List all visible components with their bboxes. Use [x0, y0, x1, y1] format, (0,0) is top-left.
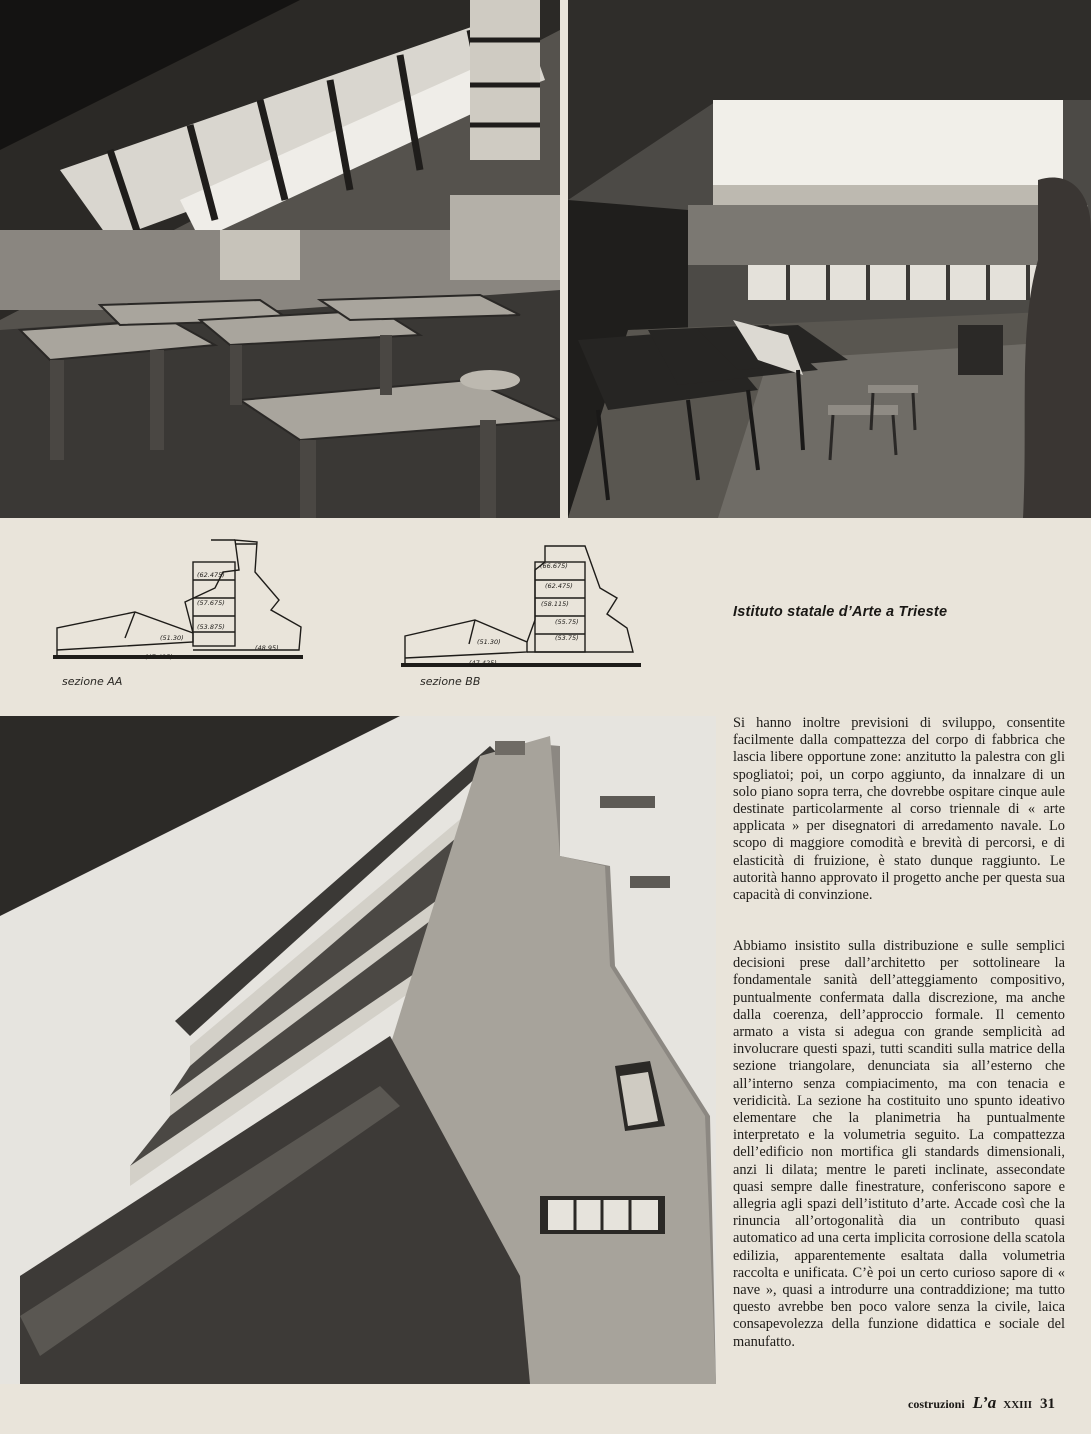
photo-building-exterior [0, 716, 716, 1384]
level-label: (51.30) [477, 638, 501, 646]
level-label: (51.30) [160, 634, 184, 642]
article-paragraph-1 [733, 715, 1065, 904]
section-bb-diagram [395, 540, 645, 690]
level-label: (58.115) [541, 600, 569, 608]
level-label: (53.75) [555, 634, 579, 642]
page-number: 31 [1040, 1396, 1056, 1412]
section-aa-diagram [45, 532, 305, 690]
level-label: (47.425) [469, 659, 497, 667]
footer-magazine: L’a [972, 1393, 997, 1412]
level-label: (62.475) [545, 582, 573, 590]
paragraph-text: Abbiamo insistito sulla distribuzione e sulle semplici decisioni prese dall’architetto per sottolineare la fondamentale sanità dell’atteggiamento compositivo, puntualmente confermata dalla discrezione, ma anche dalla coerenza, dell’approccio formale. Il cemento armato a vista si adegua con grande semplicità ad involucrare questi spazi, tutti scanditi sulla matrice della sezione triangolare, denunciata sia all’esterno che all’interno senza compiacimento, ma con tenacia e veridicità. La sezione ha costituito uno spunto ideativo elementare che la planimetria ha puntualmente interpretato e la volumetria seguito. La compattezza dell’edificio non mortifica gli standards dimensionali, anzi li dilata; mentre le pareti inclinate, assecondate quasi sempre dalle finestrature, conferiscono sapore e allegria agli spazi dell’istituto d’arte. Accade così che la rinuncia all’ortogonalità dia un contributo quasi automatico ad una certa implicita corrosione della scatola edilizia, apparentemente esaltata dalla volumetria raccolta e unificata. C’è poi un certo curioso sapore di « nave », quasi a introdurre una contraddizione; ma tutto questo avrebbe ben poco valore senza la civile, laica consapevolezza della funzione didattica e sociale del manufatto. [733, 938, 1065, 1350]
paragraph-text: Si hanno inoltre previsioni di sviluppo, consentite facilmente dalla compattezza del corpo di fabbrica che lascia libere opportune zone: anzitutto la palestra con gli spogliatoi; poi, un corpo aggiunto, da innalzare di un solo piano sopra terra, che dovrebbe ospitare cinque aule destinate particolarmente al corso triennale di « arte applicata » per disegnatori di arredamento navale. Lo scopo di maggiore comodità e brevità di percorsi, e di elasticità di fruizione, è stato dunque raggiunto. Le autorità hanno approvato il progetto anche per questa sua capacità di convinzione. [733, 715, 1065, 904]
level-label: (48.95) [255, 644, 279, 652]
level-label: (66.675) [540, 562, 568, 570]
page-footer [908, 1393, 1055, 1413]
level-label: (62.475) [197, 571, 225, 579]
section-aa-caption: sezione AA [62, 675, 123, 688]
photo-workshop-interior [0, 0, 560, 518]
level-label: (47.425) [145, 653, 173, 661]
level-label: (53.875) [197, 623, 225, 631]
level-label: (55.75) [555, 618, 579, 626]
footer-publication: costruzioni [908, 1397, 965, 1411]
photo-drawing-room-interior [568, 0, 1091, 518]
article-paragraph-2 [733, 938, 1065, 1351]
footer-volume: XXIII [1003, 1399, 1033, 1411]
section-bb-caption: sezione BB [420, 675, 481, 688]
level-label: (57.675) [197, 599, 225, 607]
article-title: Istituto statale d’Arte a Trieste [733, 604, 948, 620]
